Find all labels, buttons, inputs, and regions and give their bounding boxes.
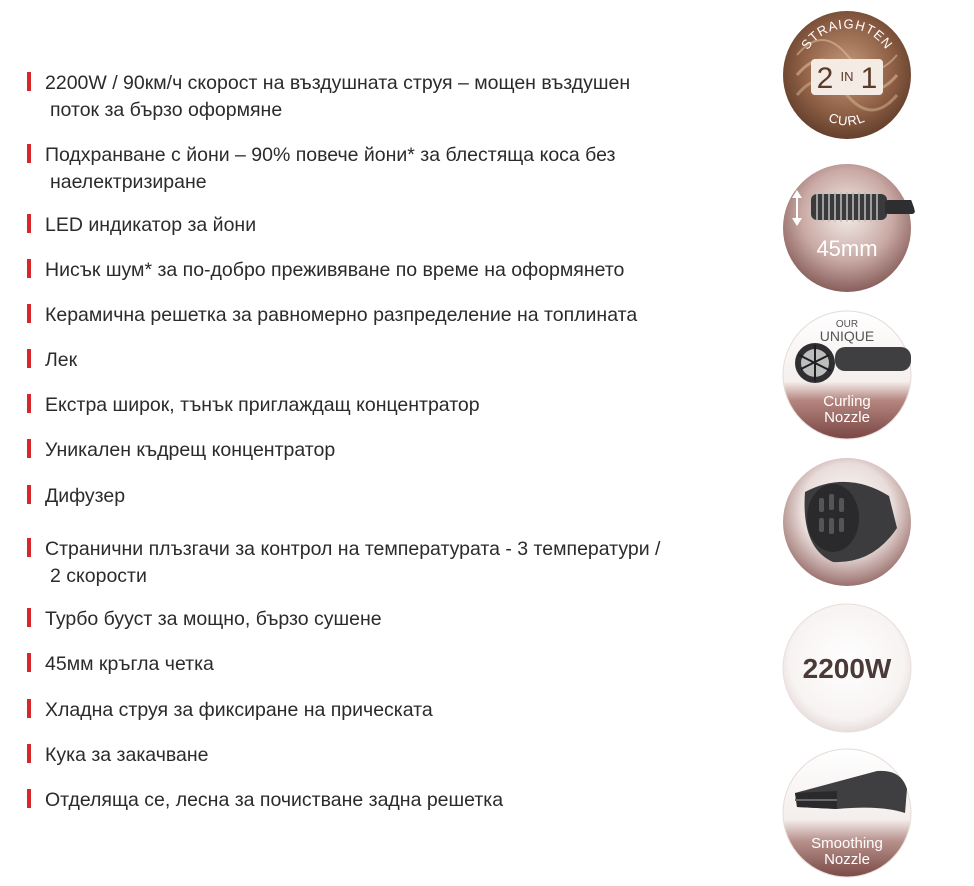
bullet-bar xyxy=(27,72,31,91)
feature-text xyxy=(45,787,765,814)
badge-label: 45mm xyxy=(816,236,878,261)
feature-text xyxy=(45,212,765,239)
feature-badges xyxy=(775,0,974,886)
bullet-bar xyxy=(27,653,31,672)
bullet-bar xyxy=(27,259,31,278)
feature-text xyxy=(45,257,765,284)
feature-line: Турбо бууст за мощно, бързо сушене xyxy=(45,608,382,630)
feature-line: Странични плъзгачи за контрол на температурата - 3 температури / xyxy=(45,538,661,560)
bullet-bar xyxy=(27,214,31,233)
badge-top-text: STRAIGHTEN xyxy=(798,16,896,53)
feature-line: Дифузер xyxy=(45,485,126,507)
bullet-bar xyxy=(27,538,31,557)
feature-line: Отделяща се, лесна за почистване задна решетка xyxy=(45,789,504,811)
badge-main-text: 1 xyxy=(860,62,878,95)
feature-text xyxy=(45,347,765,374)
straighten-curl-badge xyxy=(777,5,917,145)
feature-line: LED индикатор за йони xyxy=(45,214,257,236)
badge-top-text: UNIQUE xyxy=(819,328,875,344)
feature-line-continued: наелектризиране xyxy=(50,171,207,193)
feature-line: Нисък шум* за по-добро преживяване по време на оформянето xyxy=(45,259,625,281)
feature-line-continued: поток за бързо оформяне xyxy=(50,99,283,121)
feature-line: 2200W / 90км/ч скорост на въздушната струя – мощен въздушен xyxy=(45,72,631,94)
power-badge xyxy=(777,598,917,738)
bullet-bar xyxy=(27,699,31,718)
badge-bottom-text: CURL xyxy=(826,109,868,129)
feature-text xyxy=(45,651,765,678)
badge-bottom-text: Curling xyxy=(823,393,871,410)
feature-text xyxy=(45,142,765,196)
feature-text xyxy=(45,697,765,724)
feature-text xyxy=(45,536,765,590)
feature-text xyxy=(45,742,765,769)
badge-bottom-text: Smoothing xyxy=(811,835,883,852)
feature-text xyxy=(45,392,765,419)
badge-bottom-text: Nozzle xyxy=(824,409,870,426)
feature-line: Лек xyxy=(45,349,78,371)
feature-line: Екстра широк, тънък приглаждащ концентратор xyxy=(45,394,480,416)
badge-top-text: OUR xyxy=(835,319,859,330)
badge-main-text: IN xyxy=(840,69,854,84)
feature-text xyxy=(45,437,765,464)
badge-label: 2200W xyxy=(802,653,892,684)
badge-main-text: 2 xyxy=(816,62,834,95)
feature-line: Хладна струя за фиксиране на прическата xyxy=(45,699,433,721)
curling-nozzle-badge xyxy=(777,305,917,445)
feature-text xyxy=(45,70,765,124)
feature-line: Кука за закачване xyxy=(45,744,209,766)
feature-line: Подхранване с йони – 90% повече йони* за блестяща коса без xyxy=(45,144,616,166)
bullet-bar xyxy=(27,439,31,458)
feature-line: Керамична решетка за равномерно разпределение на топлината xyxy=(45,304,638,326)
feature-line-continued: 2 скорости xyxy=(50,565,147,587)
smoothing-nozzle-badge xyxy=(777,743,917,883)
bullet-bar xyxy=(27,608,31,627)
feature-text xyxy=(45,606,765,633)
badge-bottom-text: Nozzle xyxy=(824,851,870,868)
bullet-bar xyxy=(27,744,31,763)
feature-line: Уникален къдрещ концентратор xyxy=(45,439,336,461)
bullet-bar xyxy=(27,349,31,368)
diffuser-badge xyxy=(777,452,917,592)
bullet-bar xyxy=(27,485,31,504)
bullet-bar xyxy=(27,789,31,808)
feature-text xyxy=(45,483,765,510)
bullet-bar xyxy=(27,394,31,413)
feature-text xyxy=(45,302,765,329)
feature-line: 45мм кръгла четка xyxy=(45,653,214,675)
bullet-bar xyxy=(27,304,31,323)
bullet-bar xyxy=(27,144,31,163)
brush-badge xyxy=(777,158,917,298)
